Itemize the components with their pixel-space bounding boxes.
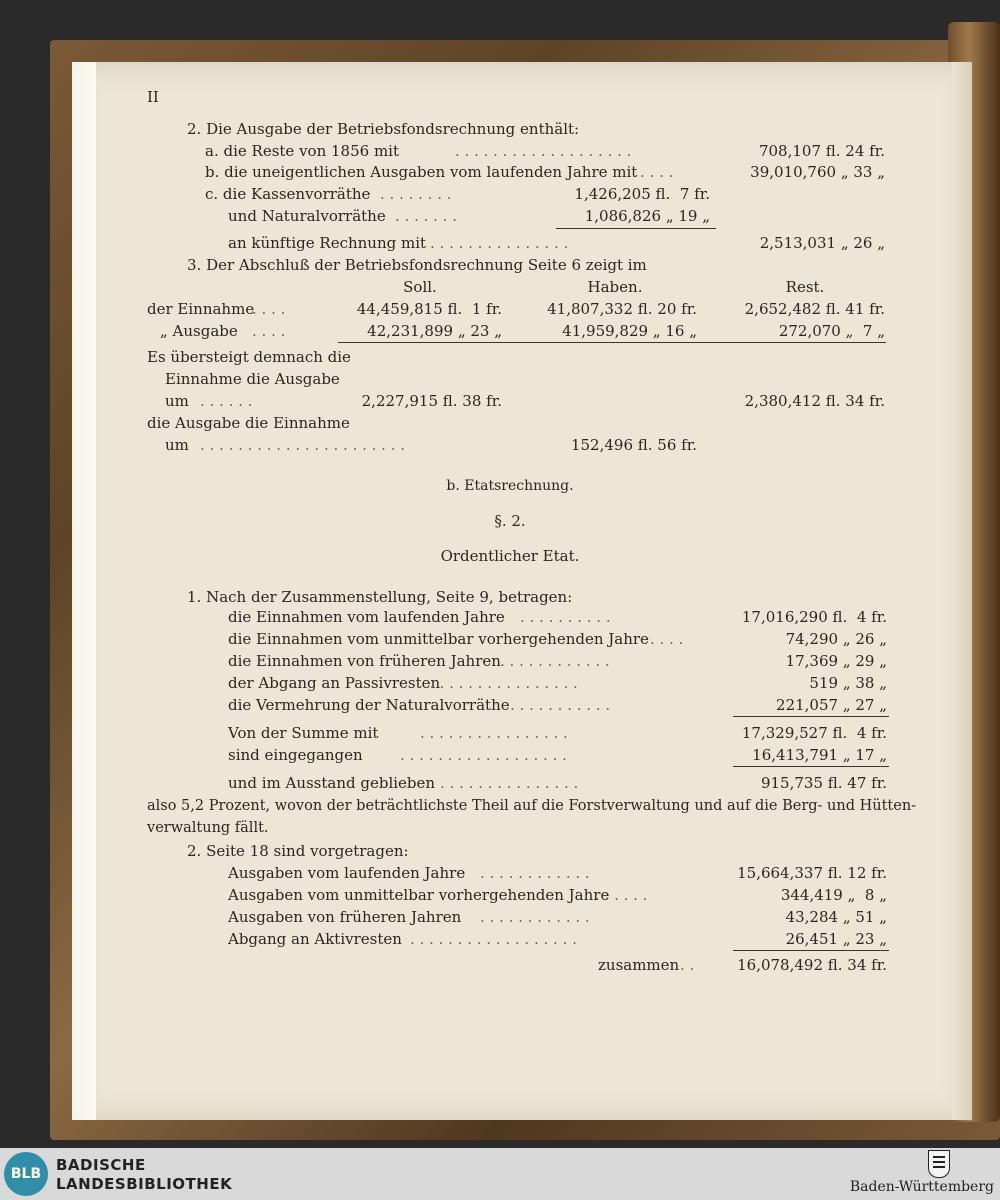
leader-dots: . . . . . . . . . . . . . . . . . . bbox=[410, 930, 577, 948]
section-intro: 3. Der Abschluß der Betriebsfondsrechnung Seite 6 zeigt im bbox=[187, 256, 647, 274]
leader-dots: . . . . . . . . . . . . bbox=[480, 908, 590, 926]
outstanding-value: 915,735 fl. 47 fr. bbox=[760, 774, 887, 792]
exceed-label: die Ausgabe die Einnahme bbox=[147, 414, 350, 432]
row-label: b. die uneigentlichen Ausgaben vom laufenden Jahre mit bbox=[205, 163, 638, 181]
row-label: c. die Kassenvorräthe bbox=[205, 185, 371, 203]
col-header-soll: Soll. bbox=[403, 278, 437, 296]
paragraph-mark: §. 2. bbox=[494, 512, 526, 530]
row-value: 74,290 „ 26 „ bbox=[785, 630, 887, 648]
blb-logo[interactable]: BLB bbox=[4, 1152, 48, 1196]
page-edge bbox=[72, 62, 96, 1120]
row-label: die Einnahmen vom laufenden Jahre bbox=[228, 608, 505, 626]
total-value: 16,078,492 fl. 34 fr. bbox=[737, 956, 887, 974]
sum-rule bbox=[733, 950, 889, 951]
leader-dots: . . . . bbox=[640, 163, 674, 181]
section-intro: 2. Seite 18 sind vorgetragen: bbox=[187, 842, 409, 860]
row-value: 39,010,760 „ 33 „ bbox=[750, 163, 885, 181]
row-value: 519 „ 38 „ bbox=[809, 674, 887, 692]
exceed-label: Es übersteigt demnach die bbox=[147, 348, 351, 366]
leader-dots: . . . . bbox=[252, 322, 286, 340]
soll-value: 44,459,815 fl. 1 fr. bbox=[356, 300, 502, 318]
carry-value: 2,513,031 „ 26 „ bbox=[759, 234, 885, 252]
leader-dots: . . bbox=[680, 956, 695, 974]
page-number: II bbox=[147, 88, 159, 106]
soll-value: 42,231,899 „ 23 „ bbox=[367, 322, 502, 340]
leader-dots: . . . . . . bbox=[595, 886, 648, 904]
sum-rule bbox=[733, 766, 889, 767]
sum-label: Von der Summe mit bbox=[228, 724, 379, 742]
leader-dots: . . . . . . . . . . . . bbox=[480, 864, 590, 882]
sum-rule bbox=[556, 228, 716, 229]
page-gutter bbox=[952, 62, 972, 1120]
col-header-haben: Haben. bbox=[587, 278, 643, 296]
leader-dots: . . . . . . . . bbox=[380, 185, 452, 203]
row-label: Abgang an Aktivresten bbox=[228, 930, 402, 948]
leader-dots: . . . . . . . . . . . . . . . . . . . bbox=[455, 142, 632, 160]
carry-label: an künftige Rechnung mit bbox=[228, 234, 427, 252]
leader-dots: . . . . bbox=[650, 630, 684, 648]
row-label: a. die Reste von 1856 mit bbox=[205, 142, 399, 160]
row-label: der Einnahme bbox=[147, 300, 255, 318]
haben-value: 152,496 fl. 56 fr. bbox=[570, 436, 697, 454]
row-value: 708,107 fl. 24 fr. bbox=[758, 142, 885, 160]
leader-dots: . . . . . . . . . . . . bbox=[500, 652, 610, 670]
exceed-label: um bbox=[165, 436, 189, 454]
row-value: 17,016,290 fl. 4 fr. bbox=[741, 608, 887, 626]
leader-dots: . . . . . . . . . . . . . . . . bbox=[420, 724, 568, 742]
section-intro: 2. Die Ausgabe der Betriebsfondsrechnung enthält: bbox=[187, 120, 580, 138]
library-name-line1: BADISCHE bbox=[56, 1156, 146, 1174]
leader-dots: . . . . . . . . . . . . . . . . bbox=[430, 674, 578, 692]
footer-bar bbox=[0, 1148, 1000, 1200]
table-rule bbox=[338, 342, 886, 343]
sum-value: 16,413,791 „ 17 „ bbox=[752, 746, 887, 764]
leader-dots: . . . . . . . . . . . . . . . . . . bbox=[400, 746, 567, 764]
haben-value: 41,807,332 fl. 20 fr. bbox=[547, 300, 697, 318]
soll-value: 2,227,915 fl. 38 fr. bbox=[361, 392, 502, 410]
library-name-line2: LANDESBIBLIOTHEK bbox=[56, 1175, 233, 1193]
row-label: „ Ausgabe bbox=[160, 322, 238, 340]
row-value: 221,057 „ 27 „ bbox=[776, 696, 887, 714]
exceed-label: um bbox=[165, 392, 189, 410]
exceed-label: Einnahme die Ausgabe bbox=[165, 370, 340, 388]
haben-value: 41,959,829 „ 16 „ bbox=[562, 322, 697, 340]
row-value: 344,419 „ 8 „ bbox=[780, 886, 887, 904]
sum-value: 17,329,527 fl. 4 fr. bbox=[741, 724, 887, 742]
rest-value: 2,652,482 fl. 41 fr. bbox=[744, 300, 885, 318]
section-intro: 1. Nach der Zusammenstellung, Seite 9, betragen: bbox=[187, 588, 573, 606]
row-label: Ausgaben vom laufenden Jahre bbox=[228, 864, 466, 882]
sum-label: sind eingegangen bbox=[228, 746, 363, 764]
row-value: 43,284 „ 51 „ bbox=[785, 908, 887, 926]
row-label: die Einnahmen vom unmittelbar vorhergehenden Jahre bbox=[228, 630, 649, 648]
row-label: und Naturalvorräthe bbox=[228, 207, 386, 225]
note-line: verwaltung fällt. bbox=[147, 820, 269, 836]
leader-dots: . . . . . . . bbox=[395, 207, 457, 225]
sum-rule bbox=[733, 716, 889, 717]
row-value: 17,369 „ 29 „ bbox=[785, 652, 887, 670]
coat-of-arms-icon bbox=[928, 1150, 950, 1178]
heading-etat: Ordentlicher Etat. bbox=[440, 547, 580, 565]
row-value: 26,451 „ 23 „ bbox=[785, 930, 887, 948]
heading-b: b. Etatsrechnung. bbox=[446, 478, 574, 494]
row-label: die Einnahmen von früheren Jahren bbox=[228, 652, 501, 670]
leader-dots: . . . . . . . . . . . . . . . . . . . . . . bbox=[200, 436, 406, 454]
row-value: 15,664,337 fl. 12 fr. bbox=[737, 864, 887, 882]
leader-dots: . . . . . . bbox=[200, 392, 253, 410]
leader-dots: . . . . . . . . . . . bbox=[510, 696, 611, 714]
row-label: der Abgang an Passivresten bbox=[228, 674, 441, 692]
state-name: Baden-Württemberg bbox=[849, 1179, 994, 1195]
row-mid-value: 1,086,826 „ 19 „ bbox=[584, 207, 710, 225]
row-label: Ausgaben von früheren Jahren bbox=[228, 908, 462, 926]
note-line: also 5,2 Prozent, wovon der beträchtlichste Theil auf die Forstverwaltung und auf die Berg- und Hütten- bbox=[147, 798, 917, 814]
leader-dots: . . . . . . . . . . . . . . . bbox=[440, 774, 579, 792]
total-label: zusammen bbox=[598, 956, 680, 974]
leader-dots: . . . . . . . . . . bbox=[520, 608, 611, 626]
rest-value: 2,380,412 fl. 34 fr. bbox=[744, 392, 885, 410]
row-label: Ausgaben vom unmittelbar vorhergehenden Jahre bbox=[228, 886, 610, 904]
row-mid-value: 1,426,205 fl. 7 fr. bbox=[574, 185, 710, 203]
outstanding-label: und im Ausstand geblieben bbox=[228, 774, 436, 792]
rest-value: 272,070 „ 7 „ bbox=[778, 322, 885, 340]
col-header-rest: Rest. bbox=[785, 278, 825, 296]
leader-dots: . . . . . . . . . . . . . . . bbox=[430, 234, 569, 252]
leader-dots: . . . . bbox=[252, 300, 286, 318]
row-label: die Vermehrung der Naturalvorräthe bbox=[228, 696, 510, 714]
